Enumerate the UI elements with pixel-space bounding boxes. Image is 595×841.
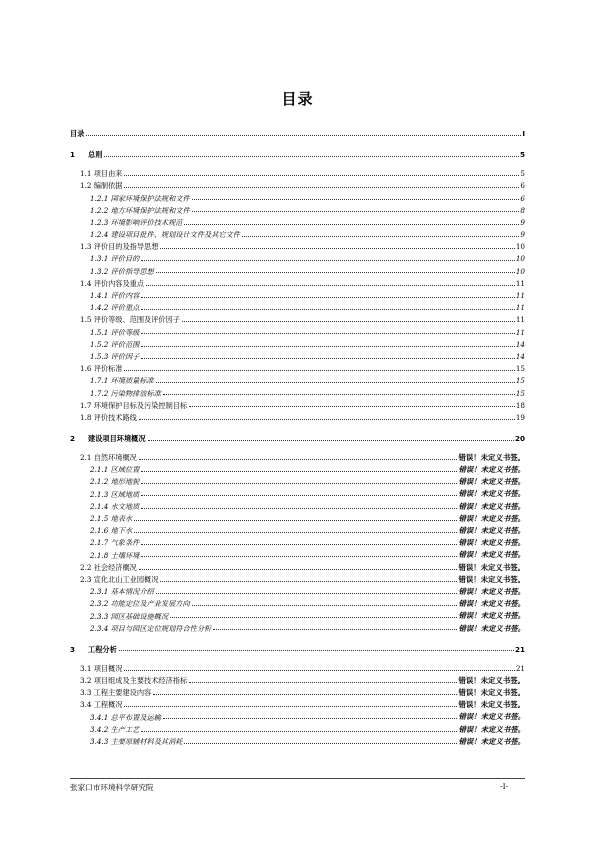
toc-entry[interactable]: [70, 547, 525, 559]
toc-leader-dots: [141, 297, 515, 298]
toc-entry[interactable]: [70, 311, 525, 323]
toc-bookmark-error: 错误！未定义书签。: [458, 526, 525, 536]
toc-entry-label: 目录: [70, 128, 85, 138]
toc-entry-label: 1.3 评价目的及指导思想: [80, 242, 159, 252]
toc-entry[interactable]: [70, 639, 525, 653]
toc-spacer: [70, 421, 525, 428]
toc-entry[interactable]: [70, 498, 525, 510]
toc-leader-dots: [141, 309, 515, 310]
toc-entry-label: 2.1 自然环境概况: [80, 453, 137, 463]
toc-entry-label: 3.4.2 生产工艺: [90, 724, 140, 734]
toc-bookmark-error: 错误！未定义书签。: [458, 611, 525, 621]
toc-entry-label: 1.6 评价标准: [80, 364, 123, 374]
toc-leader-dots: [141, 556, 457, 557]
toc-spacer: [70, 442, 525, 449]
toc-leader-dots: [141, 544, 457, 545]
toc-leader-dots: [134, 532, 457, 533]
toc-entry-label: 2.2 社会经济概况: [80, 562, 137, 572]
toc-entry-label: 3.1 项目概况: [80, 663, 123, 673]
toc-entry[interactable]: [70, 510, 525, 522]
toc-entry[interactable]: [70, 583, 525, 595]
toc-leader-dots: [124, 175, 519, 176]
toc-entry-label: 1.5.2 评价范围: [90, 339, 140, 349]
toc-leader-dots: [141, 346, 515, 347]
toc-bookmark-error: 错误！未定义书签。: [458, 736, 525, 746]
toc-leader-dots: [156, 272, 515, 273]
page-title: 目录: [281, 90, 314, 108]
toc-entry[interactable]: [70, 697, 525, 709]
toc-entry-label: 3.3 工程主要建设内容: [80, 688, 152, 698]
toc-entry-label: 2.1.8 土壤环境: [90, 550, 140, 560]
toc-leader-dots: [139, 459, 458, 460]
toc-page-number: 18: [515, 400, 525, 410]
toc-bookmark-error: 错误！未定义书签。: [458, 623, 525, 633]
toc-leader-dots: [124, 670, 514, 671]
toc-entry-label: 1.3.2 评价指导思想: [90, 266, 154, 276]
toc-page-number: 20: [514, 433, 525, 443]
toc-entry[interactable]: [70, 672, 525, 684]
toc-entry[interactable]: [70, 360, 525, 372]
toc-bookmark-error: 错误！未定义书签。: [458, 452, 525, 462]
toc-entry-label: 1.8 评价技术路线: [80, 412, 137, 422]
toc-page-number: 10: [515, 242, 525, 252]
toc-entry[interactable]: [70, 660, 525, 672]
toc-page-number: 11: [515, 303, 525, 313]
toc-entry[interactable]: [70, 202, 525, 214]
toc-entry[interactable]: [70, 534, 525, 546]
toc-entry[interactable]: [70, 428, 525, 442]
toc-entry-label: 2.1.4 水文地质: [90, 501, 140, 511]
toc-leader-dots: [213, 629, 457, 630]
toc-leader-dots: [124, 370, 514, 371]
toc-entry[interactable]: [70, 486, 525, 498]
toc-entry-label: 2.1.7 气象条件: [90, 538, 140, 548]
toc-entry-label: 1.5.3 评价因子: [90, 351, 140, 361]
footer-organization: 张家口市环境科学研究院: [70, 783, 154, 792]
toc-leader-dots: [124, 187, 519, 188]
toc-spacer: [70, 653, 525, 660]
toc-page-number: 9: [520, 230, 525, 240]
toc-entry-label: 1.2.3 环境影响评价技术规范: [90, 217, 183, 227]
toc-entry[interactable]: [70, 165, 525, 177]
toc-entry[interactable]: [70, 608, 525, 620]
toc-entry-label: [70, 435, 147, 442]
toc-bookmark-error: 错误！未定义书签。: [458, 700, 525, 710]
toc-leader-dots: [160, 581, 457, 582]
toc-page-number: 5: [520, 169, 525, 179]
toc-entry-label: 1.2 编制依据: [80, 181, 123, 191]
toc-leader-dots: [153, 694, 457, 695]
toc-page-number: 11: [515, 315, 525, 325]
toc-page-number: 15: [515, 364, 525, 374]
toc-chapter-title: 建设项目环境概况: [88, 433, 146, 443]
toc-leader-dots: [146, 285, 515, 286]
toc-entry-label: 3.2 项目组成及主要技术经济指标: [80, 676, 188, 686]
toc-leader-dots: [134, 520, 457, 521]
toc-chapter-number: 3: [70, 644, 76, 654]
toc-leader-dots: [192, 199, 520, 200]
toc-bookmark-error: 错误！未定义书签。: [458, 724, 525, 734]
toc-entry[interactable]: [70, 409, 525, 421]
toc-entry[interactable]: [70, 397, 525, 409]
toc-entry-label: 3.4.3 主要原辅材料及其消耗: [90, 737, 183, 747]
toc-bookmark-error: 错误！未定义书签。: [458, 562, 525, 572]
toc-leader-dots: [141, 495, 457, 496]
toc-entry-label: 2.1.2 地形地貌: [90, 477, 140, 487]
toc-page-number: 10: [515, 254, 525, 264]
toc-leader-dots: [163, 718, 458, 719]
toc-bookmark-error: 错误！未定义书签。: [458, 712, 525, 722]
toc-page-number: 6: [520, 193, 525, 203]
toc-page-number: 11: [515, 291, 525, 301]
toc-entry[interactable]: [70, 522, 525, 534]
toc-entry[interactable]: [70, 372, 525, 384]
toc-entry[interactable]: [70, 571, 525, 583]
toc-entry-label: 1.7.1 环境质量标准: [90, 376, 154, 386]
toc-chapter-number: 1: [70, 149, 76, 159]
toc-entry-label: 3.4 工程概况: [80, 700, 123, 710]
toc-leader-dots: [141, 731, 457, 732]
toc-chapter-title: 总则: [88, 149, 103, 159]
toc-bookmark-error: 错误！未定义书签。: [458, 550, 525, 560]
toc-entry[interactable]: [70, 251, 525, 263]
toc-entry[interactable]: [70, 449, 525, 461]
toc-chapter-number: 2: [70, 433, 76, 443]
footer-divider: [70, 778, 525, 779]
toc-bookmark-error: 错误！未定义书签。: [458, 489, 525, 499]
toc-entry[interactable]: [70, 299, 525, 311]
toc-page-number: 5: [519, 149, 525, 159]
toc-entry-label: 2.1.1 区域位置: [90, 465, 140, 475]
toc-entry-label: 2.3.4 项目与园区定位规划符合性分析: [90, 623, 212, 633]
toc-entry[interactable]: [70, 214, 525, 226]
table-of-contents: [70, 125, 525, 745]
toc-leader-dots: [184, 743, 457, 744]
toc-leader-dots: [104, 156, 519, 157]
toc-page-number: 15: [515, 388, 525, 398]
toc-leader-dots: [141, 483, 457, 484]
toc-entry[interactable]: [70, 287, 525, 299]
toc-leader-dots: [156, 593, 458, 594]
toc-spacer: [70, 632, 525, 639]
toc-entry[interactable]: [70, 226, 525, 238]
toc-page-number: 6: [520, 181, 525, 191]
toc-entry-label: 2.1.3 区域地质: [90, 489, 140, 499]
toc-leader-dots: [163, 394, 515, 395]
toc-entry[interactable]: [70, 336, 525, 348]
toc-leader-dots: [192, 211, 520, 212]
toc-entry[interactable]: [70, 275, 525, 287]
toc-leader-dots: [184, 224, 519, 225]
toc-entry[interactable]: [70, 348, 525, 360]
toc-entry-label: 1.2.4 建设项目批件、规划设计文件及其它文件: [90, 230, 240, 240]
footer-page-number: -I-: [500, 782, 509, 791]
toc-page-number: 21: [515, 663, 525, 673]
toc-entry-label: 1.4.1 评价内容: [90, 291, 140, 301]
toc-leader-dots: [86, 135, 521, 136]
toc-entry-label: 1.4.2 评价重点: [90, 303, 140, 313]
toc-leader-dots: [141, 358, 515, 359]
toc-entry-label: 1.2.2 地方环境保护法规和文件: [90, 205, 190, 215]
toc-entry-label: 1.2.1 国家环境保护法规和文件: [90, 193, 190, 203]
toc-entry-label: 1.5.1 评价等级: [90, 327, 140, 337]
toc-entry-label: 1.5 评价等级、范围及评价因子: [80, 315, 180, 325]
toc-bookmark-error: 错误！未定义书签。: [458, 513, 525, 523]
toc-spacer: [70, 158, 525, 165]
toc-entry-label: 1.3.1 评价目的: [90, 254, 140, 264]
toc-entry[interactable]: [70, 620, 525, 632]
toc-entry[interactable]: [70, 324, 525, 336]
toc-entry[interactable]: [70, 125, 525, 137]
toc-entry[interactable]: [70, 474, 525, 486]
toc-entry[interactable]: [70, 190, 525, 202]
toc-bookmark-error: 错误！未定义书签。: [458, 688, 525, 698]
toc-leader-dots: [148, 440, 514, 441]
toc-leader-dots: [192, 605, 458, 606]
toc-entry-label: [70, 646, 118, 653]
toc-leader-dots: [119, 650, 514, 651]
toc-leader-dots: [139, 419, 515, 420]
toc-entry[interactable]: [70, 684, 525, 696]
toc-bookmark-error: 错误！未定义书签。: [458, 477, 525, 487]
toc-entry[interactable]: [70, 238, 525, 250]
toc-entry[interactable]: [70, 177, 525, 189]
toc-entry-label: 2.1.6 地下水: [90, 526, 133, 536]
toc-entry-label: 2.3.3 园区基础设施概况: [90, 611, 169, 621]
toc-leader-dots: [182, 321, 515, 322]
toc-entry[interactable]: [70, 595, 525, 607]
toc-page-number: 14: [515, 351, 525, 361]
toc-leader-dots: [160, 248, 514, 249]
toc-page-number: 8: [520, 205, 525, 215]
toc-leader-dots: [141, 508, 457, 509]
toc-entry-label: 1.7.2 污染物排放标准: [90, 388, 161, 398]
toc-leader-dots: [189, 406, 515, 407]
toc-bookmark-error: 错误！未定义书签。: [458, 675, 525, 685]
toc-page-number: 11: [515, 327, 525, 337]
toc-entry-label: 1.7 环境保护目标及污染控制目标: [80, 400, 188, 410]
toc-entry-label: 3.4.1 总平布置及运输: [90, 712, 161, 722]
toc-bookmark-error: 错误！未定义书签。: [458, 501, 525, 511]
toc-entry-label: 2.1.5 地表水: [90, 514, 133, 524]
toc-entry-label: 1.1 项目由来: [80, 169, 123, 179]
toc-leader-dots: [141, 471, 457, 472]
toc-leader-dots: [189, 682, 457, 683]
toc-spacer: [70, 137, 525, 144]
toc-entry[interactable]: [70, 263, 525, 275]
toc-page-number: 11: [515, 278, 525, 288]
toc-leader-dots: [156, 382, 515, 383]
toc-page-number: 21: [514, 644, 525, 654]
toc-entry[interactable]: [70, 709, 525, 721]
toc-page-number: I: [522, 128, 525, 138]
toc-page-number: 9: [520, 217, 525, 227]
toc-entry[interactable]: [70, 144, 525, 158]
toc-bookmark-error: 错误！未定义书签。: [458, 599, 525, 609]
toc-entry-label: 2.3 宣化北山工业园概况: [80, 574, 159, 584]
toc-leader-dots: [124, 706, 457, 707]
toc-leader-dots: [242, 236, 519, 237]
toc-leader-dots: [141, 333, 515, 334]
toc-bookmark-error: 错误！未定义书签。: [458, 574, 525, 584]
toc-entry-label: 1.4 评价内容及重点: [80, 278, 145, 288]
toc-leader-dots: [139, 569, 458, 570]
toc-leader-dots: [170, 617, 457, 618]
toc-chapter-title: 工程分析: [88, 644, 117, 654]
toc-entry[interactable]: [70, 461, 525, 473]
toc-leader-dots: [141, 260, 515, 261]
toc-entry[interactable]: [70, 385, 525, 397]
toc-page-number: 15: [515, 376, 525, 386]
toc-bookmark-error: 错误！未定义书签。: [458, 465, 525, 475]
toc-entry-label: 2.3.1 基本情况介绍: [90, 587, 154, 597]
toc-page-number: 10: [515, 266, 525, 276]
toc-entry[interactable]: [70, 721, 525, 733]
toc-entry-label: 2.3.2 功能定位及产业发展方向: [90, 599, 190, 609]
toc-bookmark-error: 错误！未定义书签。: [458, 586, 525, 596]
toc-page-number: 14: [515, 339, 525, 349]
toc-entry[interactable]: [70, 733, 525, 745]
toc-bookmark-error: 错误！未定义书签。: [458, 538, 525, 548]
toc-page-number: 19: [515, 412, 525, 422]
toc-entry[interactable]: [70, 559, 525, 571]
toc-entry-label: [70, 151, 103, 158]
